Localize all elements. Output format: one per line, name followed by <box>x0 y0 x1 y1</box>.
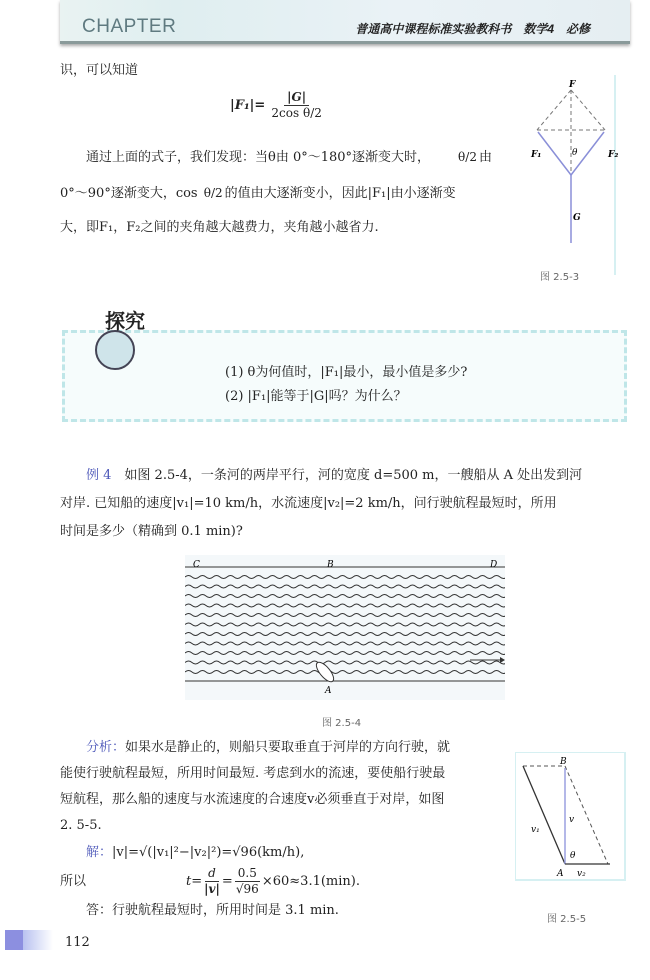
caption-2-5-5: 图 2.5-5 <box>547 914 587 925</box>
label-F: F <box>569 80 576 90</box>
solution-line1: 解：|v|=√(|v₁|²−|v₂|²)=√96(km/h), <box>86 845 305 860</box>
page-number: 112 <box>65 935 90 950</box>
page-marker <box>5 930 23 950</box>
figure-2-5-5 <box>515 752 627 882</box>
label-A: A <box>325 686 332 696</box>
label-v2: v₂ <box>577 869 586 879</box>
analysis-line4: 2. 5-5. <box>60 818 102 833</box>
label-theta: θ <box>570 851 576 861</box>
example-line3: 时间是多少（精确到 0.1 min)? <box>60 524 243 539</box>
page-marker-fade <box>23 930 53 950</box>
explore-question-2: (2) |F₁|能等于|G|吗？为什么？ <box>225 389 407 404</box>
label-D: D <box>490 560 498 570</box>
caption-2-5-4: 图 2.5-4 <box>322 718 362 729</box>
chapter-label: CHAPTER <box>82 16 177 37</box>
label-G: G <box>573 213 581 223</box>
page-header <box>60 0 630 44</box>
formula-f1: |F₁|= $\frac{|G|}{\text{2cos θ/2}}$ <box>230 90 322 120</box>
label-v: v <box>569 815 575 825</box>
label-F2: F₂ <box>608 150 619 160</box>
analysis-line3: 短航程，那么船的速度与水流速度的合速度v必须垂直于对岸，如图 <box>60 792 445 807</box>
label-v1: v₁ <box>531 825 540 835</box>
answer-line: 答：行驶航程最短时，所用时间是 3.1 min. <box>86 903 339 918</box>
label-B: B <box>560 757 567 767</box>
label-C: C <box>193 560 200 570</box>
label-A: A <box>557 869 564 879</box>
example-line2: 对岸. 已知船的速度|v₁|=10 km/h，水流速度|v₂|=2 km/h，问行驶航程最短时，所用 <box>60 496 557 511</box>
explore-badge-icon: 探究 <box>95 300 165 375</box>
intro-line: 识，可以知道 <box>60 63 139 78</box>
analysis-line2: 能使行驶航程最短，所用时间最短. 考虑到水的流速，要使船行驶最 <box>60 766 446 781</box>
example-line1: 例 4 如图 2.5-4，一条河的两岸平行，河的宽度 d=500 m，一艘船从 A 处出发到河 <box>86 468 583 483</box>
explore-question-1: (1) θ为何值时，|F₁|最小，最小值是多少? <box>225 365 468 380</box>
para1-line2: 0°～90°逐渐变大，cos θ/2 的值由大逐渐变小，因此|F₁|由小逐渐变 <box>60 186 456 201</box>
label-theta: θ <box>572 148 578 158</box>
figure-2-5-4-river <box>185 555 505 700</box>
para1-line1: 通过上面的式子，我们发现：当θ由 0°～180°逐渐变大时， θ/2 由 <box>86 150 492 165</box>
para1-line3: 大，即F₁，F₂之间的夹角越大越费力，夹角越小越省力. <box>60 220 379 235</box>
caption-2-5-3: 图 2.5-3 <box>540 272 580 283</box>
solution-line2: 所以 t= $\frac{d}{|v|}$ = $\frac{0.5}{√96}$ ×60≈3.1(min). <box>60 866 360 896</box>
analysis-line1: 分析：如果水是静止的，则船只要取垂直于河岸的方向行驶，就 <box>86 740 451 755</box>
book-title: 普通高中课程标准实验教科书 数学4 必修 <box>355 22 590 36</box>
label-B: B <box>327 560 334 570</box>
figure-2-5-3 <box>515 75 625 275</box>
label-F1: F₁ <box>531 150 542 160</box>
